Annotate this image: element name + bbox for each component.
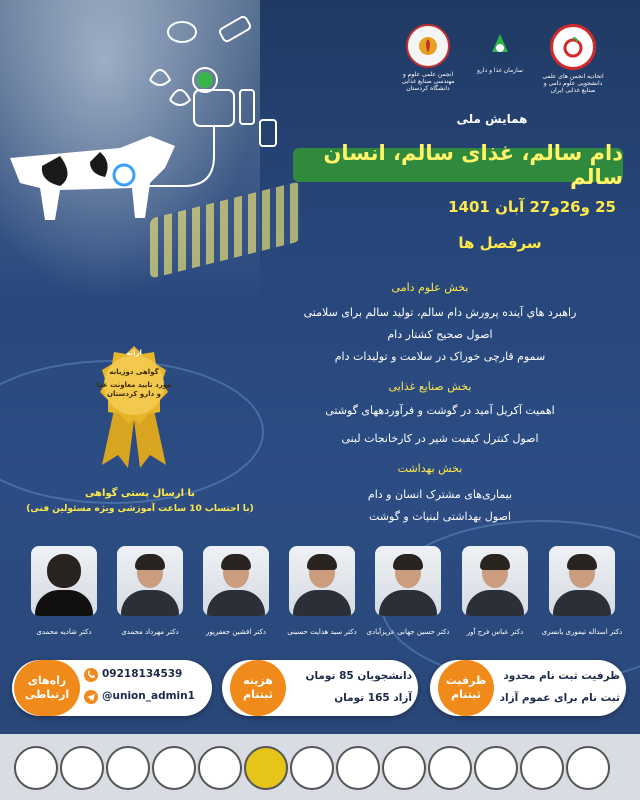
speaker-name: دکتر شادیه محمدی <box>36 628 92 636</box>
food-drug-organization-logo <box>470 24 530 74</box>
medal-line-2: گواهی دوزبانه <box>109 368 159 376</box>
fee-public: آزاد 165 تومان <box>334 692 412 704</box>
speaker-card <box>108 546 192 636</box>
cow-illustration <box>0 128 200 228</box>
phone-number[interactable]: 09218134539 <box>102 668 183 680</box>
topic-item: راهبرد هاي آينده پرورش دام سالم، توليد سالم براى سلامتى <box>303 306 577 319</box>
apple-emblem-icon <box>550 24 596 70</box>
postal-note: (با احتساب 10 ساعت آموزشی ویژه مسئولین فنی) <box>26 504 254 514</box>
speaker-card <box>194 546 278 636</box>
speaker-photo <box>375 546 441 616</box>
sponsor-logo <box>520 746 564 790</box>
speaker-name: دکتر عباس فرج آور <box>466 628 524 636</box>
capacity-public: ثبت نام برای عموم آزاد <box>499 692 620 704</box>
sponsor-logo <box>566 746 610 790</box>
phone-icon <box>84 668 98 682</box>
topic-item: اصول کنترل کیفیت شیر در کارخانجات لبنی <box>341 432 539 445</box>
sponsor-logo <box>428 746 472 790</box>
page-title: دام سالم، غذای سالم، انسان سالم <box>293 148 623 182</box>
speaker-name: دکتر افشین جعفرپور <box>206 628 266 636</box>
speaker-name: دکتر سید هدایت حسینی <box>287 628 357 636</box>
speaker-photo <box>203 546 269 616</box>
sponsor-logo <box>60 746 104 790</box>
telegram-handle[interactable]: @union_admin1 <box>102 690 195 702</box>
section-heading: بخش بهداشت <box>397 462 463 475</box>
speaker-photo <box>549 546 615 616</box>
speaker-card <box>366 546 450 636</box>
logo-caption: سازمان غذا و دارو <box>477 67 523 74</box>
subtitle: همایش ملی <box>456 112 528 126</box>
iran-student-association-logo <box>540 24 606 95</box>
event-date: 25 و26و27 آبان 1401 <box>448 198 616 216</box>
sponsor-logo <box>290 746 334 790</box>
fda-emblem-icon <box>480 24 520 64</box>
certificate-medal-icon <box>84 340 184 470</box>
speaker-name: دکتر مهرداد محمدی <box>121 628 179 636</box>
sponsor-logo <box>198 746 242 790</box>
medal-line-1: ارائه <box>126 349 142 357</box>
logo-caption: اتحادیه انجمن های علمی دانشجویی علوم دامی و صنایع غذایی ایران <box>542 73 604 95</box>
kurdistan-scientific-association-logo <box>398 24 458 93</box>
fee-students: دانشجویان 85 تومان <box>305 670 412 682</box>
topic-item: بیماری‌های مشترک انسان و دام <box>367 488 513 501</box>
speaker-photo <box>462 546 528 616</box>
section-heading: بخش صنایع غذایی <box>388 380 472 393</box>
capacity-badge: ظرفیت ثبتنام <box>438 660 494 716</box>
telegram-icon <box>84 690 98 704</box>
capacity-limited: ظرفیت ثبت نام محدود <box>503 670 620 682</box>
topic-item: سموم قارچی خوراک در سلامت و تولیدات دام <box>334 350 546 363</box>
sponsor-logo <box>106 746 150 790</box>
sponsor-logo <box>336 746 380 790</box>
section-heading: بخش علوم دامی <box>391 281 469 294</box>
sponsor-logo <box>152 746 196 790</box>
speaker-photo <box>117 546 183 616</box>
speaker-photo <box>31 546 97 616</box>
speaker-card <box>22 546 106 636</box>
speaker-name: دکتر حسین جهانی عزیزآبادی <box>366 628 450 636</box>
sponsor-logo <box>382 746 426 790</box>
speaker-name: دکتر اسداله تیموری یانسری <box>541 628 623 636</box>
speaker-card <box>453 546 537 636</box>
topic-item: اصول بهداشتی لبنیات و گوشت <box>369 510 511 523</box>
speakers-row <box>10 546 630 646</box>
sponsor-logo <box>244 746 288 790</box>
postal-certificate: با ارسال پستی گواهی <box>84 488 196 499</box>
topics-title: سرفصل ها <box>458 234 542 252</box>
speaker-card <box>540 546 624 636</box>
medal-line-3: مورد تایید معاونت غذا و دارو کردستان <box>96 381 172 398</box>
logo-caption: انجمن علمی علوم و مهندسی صنایع غذایی دانشگاه کردستان <box>401 71 455 93</box>
fee-badge: هزینه ثبتنام <box>230 660 286 716</box>
speaker-photo <box>289 546 355 616</box>
association-emblem-icon <box>406 24 450 68</box>
contact-badge: راه‌های ارتباطی <box>14 660 80 716</box>
topic-item: اهمیت آکریل آمید در گوشت و فرآوردههای گوشتی <box>325 404 555 417</box>
sponsor-logo <box>14 746 58 790</box>
speaker-card <box>280 546 364 636</box>
sponsor-logo <box>474 746 518 790</box>
topic-item: اصول صحيح کشتار دام <box>387 328 493 341</box>
